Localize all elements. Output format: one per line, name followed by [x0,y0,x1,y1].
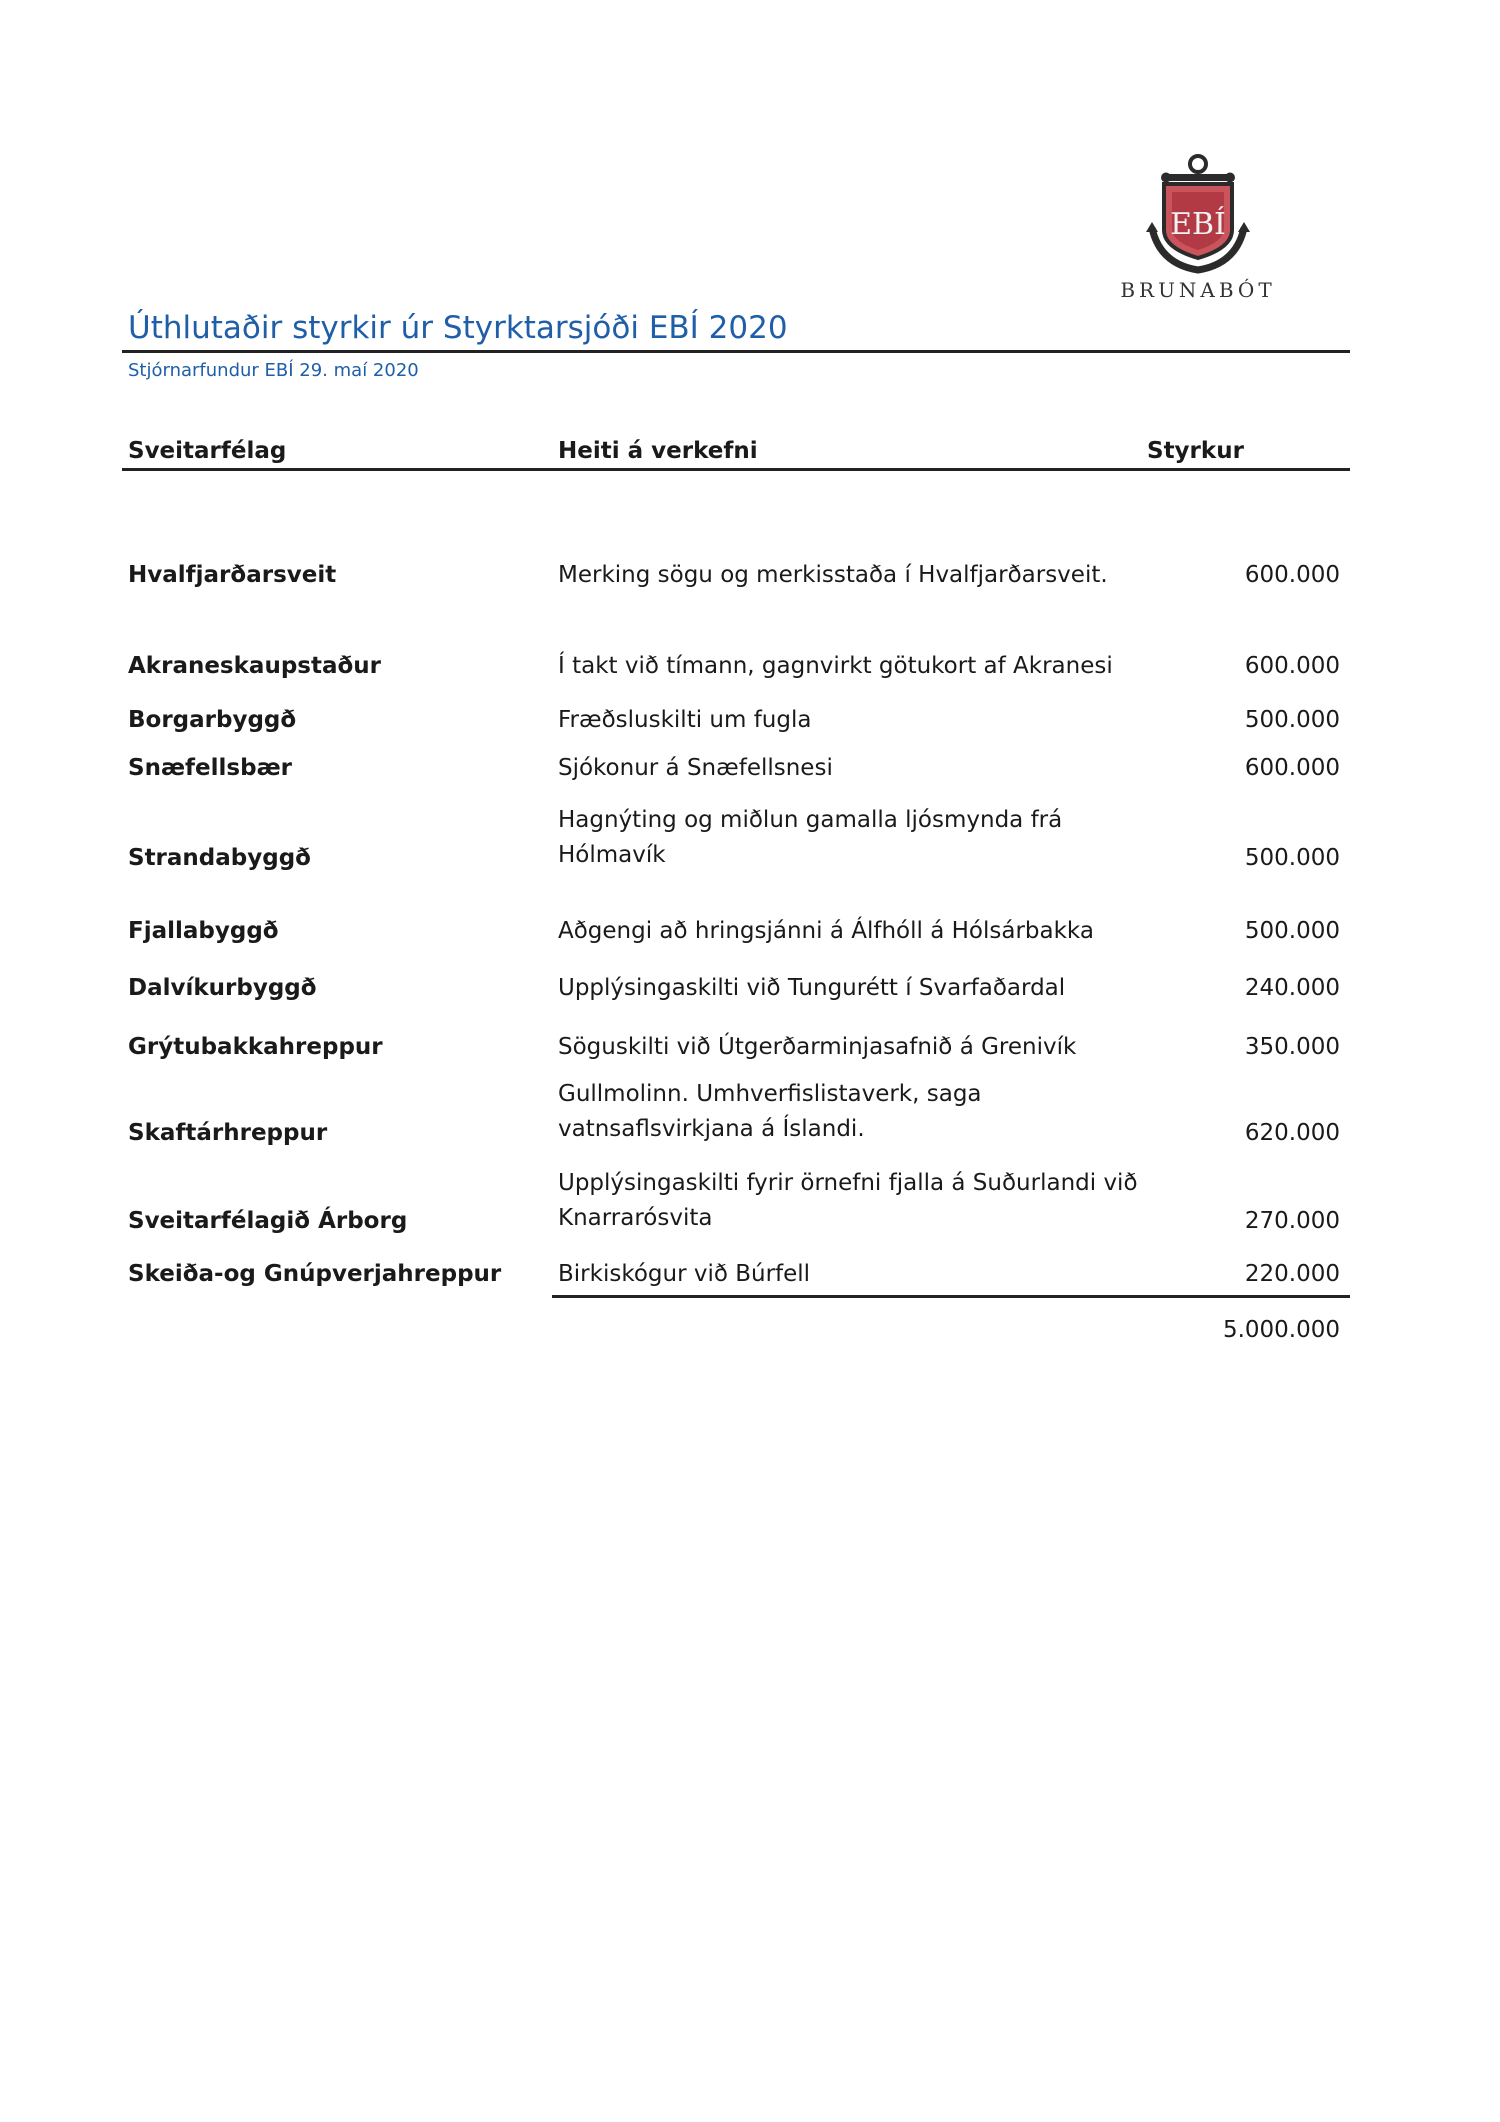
municipality-name: Skeiða-og Gnúpverjahreppur [128,1261,502,1287]
anchor-shield-icon [1138,152,1258,276]
grant-amount: 500.000 [1244,845,1340,871]
project-title: Aðgengi að hringsjánni á Álfhóll á Hólsárbakka [558,918,1094,944]
document-title: Úthlutaðir styrkir úr Styrktarsjóði EBÍ 2020 [128,310,788,346]
municipality-name: Dalvíkurbyggð [128,975,317,1001]
brand-name: BRUNABÓT [1120,278,1276,302]
grant-amount: 350.000 [1244,1034,1340,1060]
grant-amount: 600.000 [1244,562,1340,588]
ebi-logo [1118,152,1278,302]
project-title: Söguskilti við Útgerðarminjasafnið á Grenivík [558,1034,1077,1060]
project-title: Upplýsingaskilti við Tungurétt í Svarfaðardal [558,975,1066,1001]
project-title: Upplýsingaskilti fyrir örnefni fjalla á Suðurlandi við Knarrarósvita [558,1170,1138,1231]
column-header-amount: Styrkur [1147,438,1244,464]
logo-emblem-text: EBÍ [1170,207,1226,242]
document-subtitle: Stjórnarfundur EBÍ 29. maí 2020 [128,360,419,381]
column-header-municipality: Sveitarfélag [128,438,287,464]
municipality-name: Strandabyggð [128,845,311,871]
column-header-project: Heiti á verkefni [558,438,758,464]
sum-line [552,1295,1350,1298]
header-underline [122,468,1350,471]
grant-amount: 240.000 [1244,975,1340,1001]
municipality-name: Skaftárhreppur [128,1120,328,1146]
project-title: Í takt við tímann, gagnvirkt götukort af Akranesi [558,653,1113,679]
municipality-name: Akraneskaupstaður [128,653,381,679]
municipality-name: Grýtubakkahreppur [128,1034,383,1060]
project-title: Hagnýting og miðlun gamalla ljósmynda frá Hólmavík [558,807,1063,868]
title-underline [122,350,1350,353]
grant-total: 5.000.000 [1222,1317,1340,1343]
municipality-name: Snæfellsbær [128,755,293,781]
municipality-name: Hvalfjarðarsveit [128,562,337,588]
grant-amount: 500.000 [1244,707,1340,733]
project-title: Sjókonur á Snæfellsnesi [558,755,833,781]
grant-amount: 220.000 [1244,1261,1340,1287]
project-title: Gullmolinn. Umhverfislistaverk, saga vatnsaflsvirkjana á Íslandi. [558,1081,982,1142]
project-title: Merking sögu og merkisstaða í Hvalfjarðarsveit. [558,562,1108,588]
municipality-name: Sveitarfélagið Árborg [128,1208,408,1234]
project-title: Fræðsluskilti um fugla [558,707,812,733]
grant-amount: 600.000 [1244,653,1340,679]
municipality-name: Fjallabyggð [128,918,279,944]
grant-amount: 270.000 [1244,1208,1340,1234]
grant-amount: 600.000 [1244,755,1340,781]
municipality-name: Borgarbyggð [128,707,297,733]
project-title: Birkiskógur við Búrfell [558,1261,811,1287]
grant-amount: 620.000 [1244,1120,1340,1146]
grant-amount: 500.000 [1244,918,1340,944]
